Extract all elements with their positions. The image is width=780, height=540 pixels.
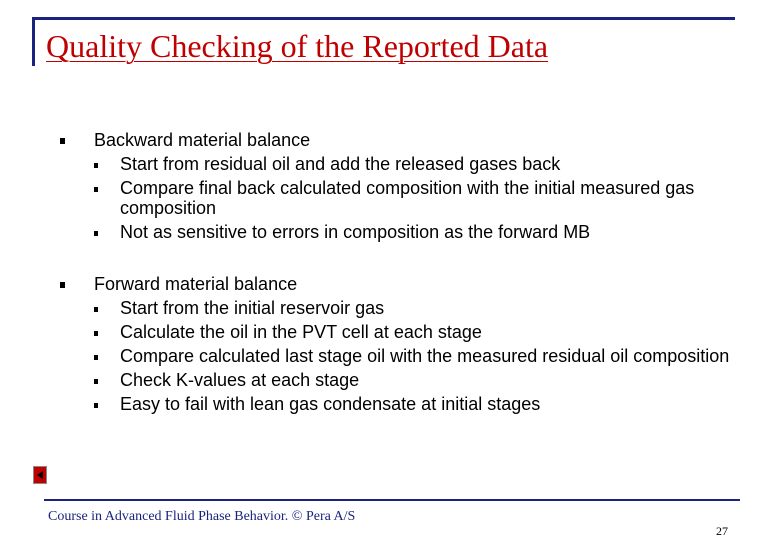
square-bullet-icon (94, 307, 98, 312)
section-backward-material-balance (60, 128, 750, 244)
sub-bullet-text: Compare final back calculated composition with the initial measured gas composition (120, 178, 695, 218)
square-bullet-icon (60, 138, 65, 144)
slide-title: Quality Checking of the Reported Data (46, 28, 549, 64)
bullet-item (60, 128, 750, 152)
square-bullet-icon (94, 403, 98, 408)
sub-bullet-item (60, 152, 750, 176)
square-bullet-icon (94, 379, 98, 384)
section-heading: Forward material balance (94, 274, 298, 294)
title-frame-top-border (32, 17, 735, 20)
sub-bullet-text: Compare calculated last stage oil with the measured residual oil composition (120, 346, 730, 366)
sub-bullet-text: Not as sensitive to errors in composition as the forward MB (120, 222, 591, 242)
square-bullet-icon (94, 231, 98, 236)
footer-divider (44, 499, 740, 501)
sub-bullet-item (60, 368, 750, 392)
sub-bullet-text: Start from the initial reservoir gas (120, 298, 385, 318)
square-bullet-icon (94, 331, 98, 336)
sub-bullet-item (60, 176, 750, 220)
square-bullet-icon (94, 355, 98, 360)
sub-bullet-item (60, 296, 750, 320)
slide-content (60, 128, 750, 444)
previous-slide-arrow-icon[interactable] (33, 466, 47, 484)
page-number: 27 (716, 524, 728, 538)
sub-bullet-item (60, 320, 750, 344)
square-bullet-icon (94, 163, 98, 168)
sub-bullet-text: Calculate the oil in the PVT cell at each stage (120, 322, 482, 342)
sub-bullet-item (60, 392, 750, 416)
footer-course-credit: Course in Advanced Fluid Phase Behavior. © Pera A/S (48, 509, 356, 524)
sub-bullet-text: Check K-values at each stage (120, 370, 360, 390)
bullet-item (60, 272, 750, 296)
sub-bullet-text: Start from residual oil and add the released gases back (120, 154, 561, 174)
square-bullet-icon (60, 282, 65, 288)
section-heading: Backward material balance (94, 130, 311, 150)
sub-bullet-text: Easy to fail with lean gas condensate at initial stages (120, 394, 541, 414)
sub-bullet-item (60, 220, 750, 244)
section-forward-material-balance (60, 272, 750, 416)
square-bullet-icon (94, 187, 98, 192)
sub-bullet-item (60, 344, 750, 368)
title-frame-left-border (32, 17, 35, 66)
